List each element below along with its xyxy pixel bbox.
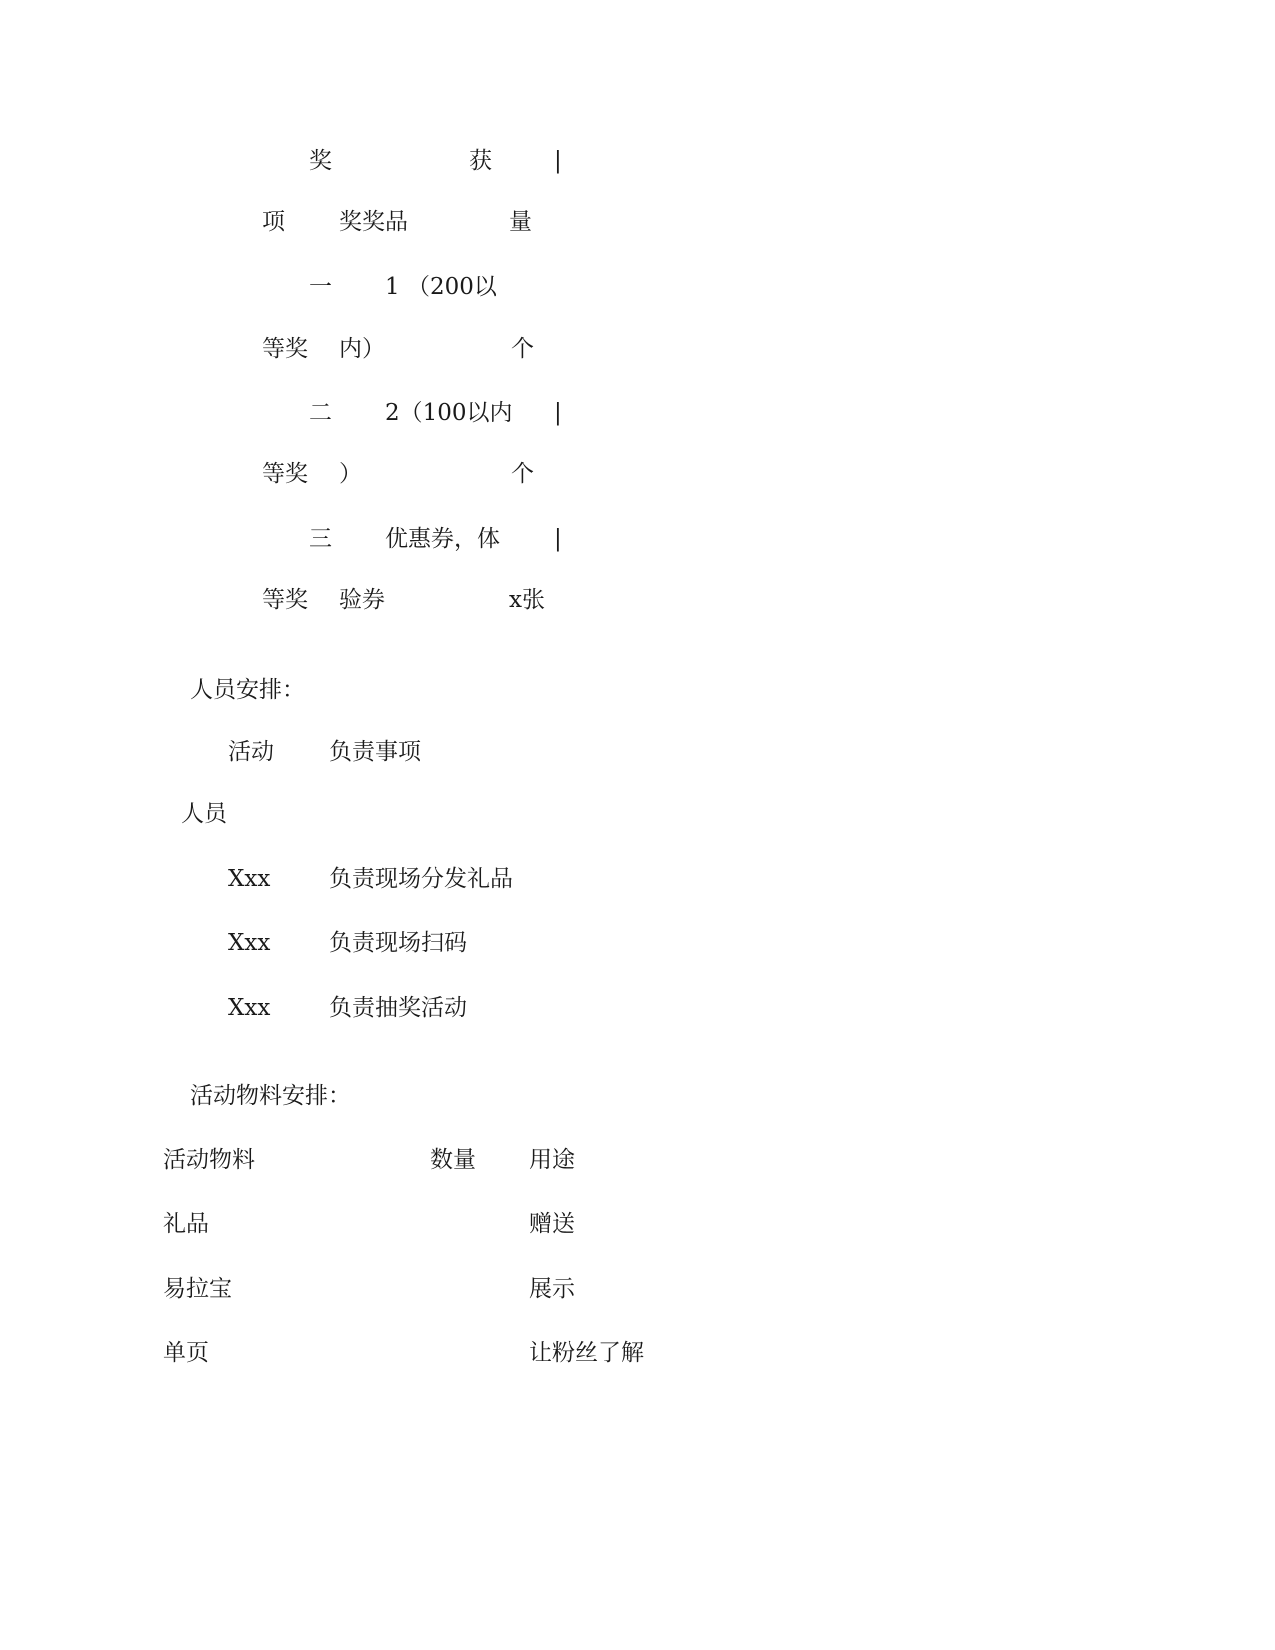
prize-header-bottom-c2: 奖奖品 <box>339 209 408 235</box>
staff-col2-header: 负责事项 <box>329 739 421 765</box>
staff-col1-header-cont: 人员 <box>181 801 227 827</box>
prize-header-top-c4-fragment: | <box>554 148 562 174</box>
prize-row3-top-c1: 三 <box>309 526 332 552</box>
staff-row3-duty: 负责抽奖活动 <box>329 995 467 1021</box>
prize-row3-bottom-c2: 验券 <box>339 587 385 613</box>
prize-header-bottom-c3: 量 <box>509 209 532 235</box>
prize-row3-bottom-c1: 等奖 <box>262 587 308 613</box>
prize-row2-top-c2: 2（100以内 <box>385 400 513 426</box>
staff-row2-duty: 负责现场扫码 <box>329 930 467 956</box>
prize-row1-bottom-c1: 等奖 <box>262 336 308 362</box>
staff-col1-header: 活动 <box>228 739 274 765</box>
prize-row2-bottom-c1: 等奖 <box>262 461 308 487</box>
materials-row2-item: 易拉宝 <box>163 1276 232 1302</box>
prize-row1-bottom-c2: 内） <box>339 336 385 362</box>
materials-header-qty: 数量 <box>430 1147 476 1173</box>
materials-row3-use: 让粉丝了解 <box>529 1340 644 1366</box>
materials-heading: 活动物料安排： <box>190 1083 351 1109</box>
materials-row3-item: 单页 <box>163 1340 209 1366</box>
prize-row1-top-c1: 一 <box>309 274 332 300</box>
prize-header-top-c1: 奖 <box>309 148 332 174</box>
prize-row2-bottom-c3: 个 <box>511 461 534 487</box>
prize-row3-top-c2: 优惠券，体 <box>385 526 500 552</box>
prize-header-bottom-c1: 项 <box>262 209 285 235</box>
prize-row1-bottom-c3: 个 <box>511 336 534 362</box>
staff-row3-person: Xxx <box>228 995 271 1021</box>
prize-row2-top-c4-fragment: | <box>554 400 562 426</box>
materials-row1-item: 礼品 <box>163 1211 209 1237</box>
staff-row1-person: Xxx <box>228 866 271 892</box>
materials-header-use: 用途 <box>529 1147 575 1173</box>
prize-row1-top-c2: 1 （200以 <box>385 274 497 300</box>
prize-row2-bottom-c2: ） <box>339 461 362 487</box>
materials-row2-use: 展示 <box>529 1276 575 1302</box>
prize-row2-top-c1: 二 <box>309 400 332 426</box>
staff-row1-duty: 负责现场分发礼品 <box>329 866 513 892</box>
staff-row2-person: Xxx <box>228 930 271 956</box>
staff-heading: 人员安排： <box>190 677 305 703</box>
prize-header-top-c3: 获 <box>469 148 492 174</box>
prize-row3-bottom-c3: x张 <box>509 587 545 613</box>
materials-row1-use: 赠送 <box>529 1211 575 1237</box>
prize-row3-top-c4-fragment: | <box>554 526 562 552</box>
materials-header-item: 活动物料 <box>163 1147 255 1173</box>
